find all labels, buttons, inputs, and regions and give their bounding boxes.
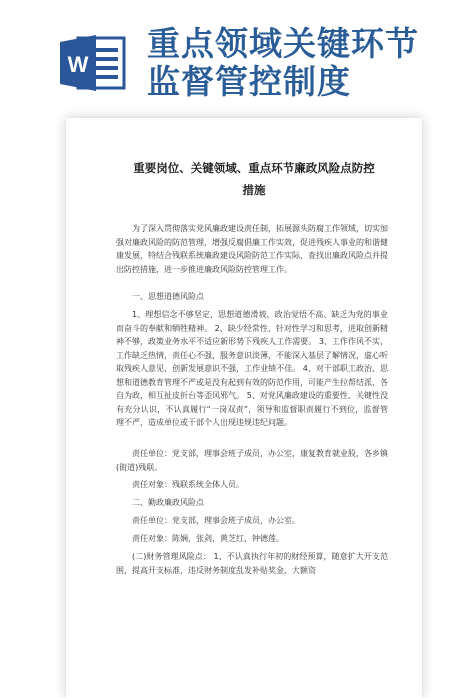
document-title [128,157,380,201]
finance-risk-paragraph: (二)财务管理风险点： 1、不认真执行年初的财经预算，随意扩大开支范围，提高开支标准，违反财务制度乱发补贴奖金，大额资 [116,552,388,575]
banner-title-line-2: 监督管控制度 [147,62,351,101]
responsible-persons-1: 责任对象：残联系统全体人员。 [132,480,244,489]
word-icon-letter: W [67,52,89,77]
document-title-line-1: 重要岗位、关键领域、重点环节廉政风险点防控 [133,161,375,175]
header-banner [0,0,474,120]
document-title-line-2: 措施 [242,183,266,197]
banner-title [147,25,467,101]
section-heading-integrity: 二、勤政廉政风险点 [132,498,204,507]
responsible-units-2: 责任单位：党支部，理事会班子成员，办公室。 [132,516,300,525]
word-document-icon [58,32,130,94]
responsible-persons-2: 责任对象：陈娴，张剑，黄芝红，钟德莲。 [132,534,284,543]
banner-title-line-1: 重点领域关键环节 [147,24,419,63]
ideology-risk-paragraph: 1、理想信念不够坚定，思想道德滑坡，政治觉悟不高、缺乏为党的事业而奋斗的奉献和牺牲精神。 2、缺少经常性、针对性学习和思考，进取创新精神不够，政策业务水平不适应新形势下残疾人工作需要。 3、工作作风不实，工作缺乏热情，责任心不强，服务意识淡薄，不能深入基层了解情况，虚心听取残疾人意见，创新发展意识不强，工作业绩不佳。 4、对干部职工政治、思想和道德教育管理不严或是没有起到有效的防范作用，可能产生拉帮结派，各自为政，相互扯皮折台等歪风邪气。 5、对党风廉政建设的重要性、关键性没有充分认识，不认真履行“一岗双责”，领导和监督职责履行不到位，监督管理不严，造成单位或干部个人出现违规违纪问题。 [116,310,388,427]
section-heading-ideology: 一、思想道德风险点 [132,292,204,301]
intro-paragraph: 为了深入贯彻落实党风廉政建设责任制，拓展源头防腐工作领域，切实加强对廉政风险的防范管理，增强反腐倡廉工作实效，促进残疾人事业的和谐健康发展，特结合残联系统廉政建设风险防范工作实际，查找出廉政风险点并提出防控措施，进一步推进廉政风险防控管理工作。 [116,224,388,274]
responsible-units-1: 责任单位：党支部，理事会班子成员，办公室，康复教育就业股，各乡镇(街道)残联。 [116,449,388,472]
